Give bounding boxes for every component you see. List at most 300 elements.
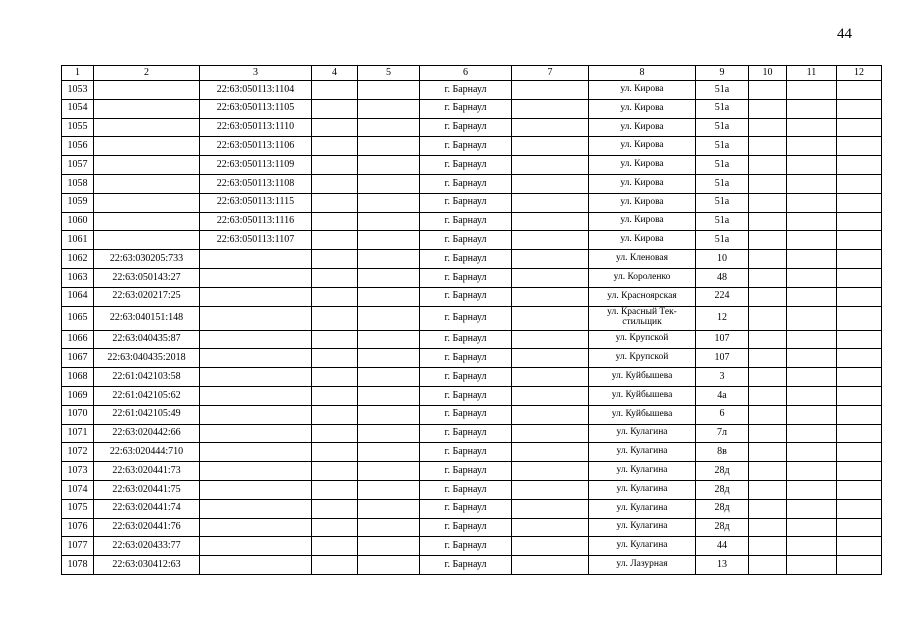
house-number: 12 xyxy=(696,306,749,330)
row-number: 1078 xyxy=(62,556,94,575)
cadastral-number-a: 22:63:020217:25 xyxy=(94,287,200,306)
table-row xyxy=(62,118,882,137)
cell-12 xyxy=(837,193,882,212)
street: ул. Крупской xyxy=(589,330,696,349)
house-number: 10 xyxy=(696,250,749,269)
cell-5 xyxy=(358,231,420,250)
cadastral-number-a: 22:63:040151:148 xyxy=(94,306,200,330)
cell-10 xyxy=(749,537,787,556)
street: ул. Кирова xyxy=(589,99,696,118)
row-number: 1053 xyxy=(62,81,94,100)
cadastral-number-a xyxy=(94,174,200,193)
cadastral-number-b xyxy=(200,349,312,368)
cadastral-number-b: 22:63:050113:1109 xyxy=(200,156,312,175)
column-header-12: 12 xyxy=(837,66,882,81)
cell-5 xyxy=(358,349,420,368)
cell-12 xyxy=(837,174,882,193)
locality: г. Барнаул xyxy=(420,405,512,424)
row-number: 1060 xyxy=(62,212,94,231)
cell-11 xyxy=(787,368,837,387)
cell-12 xyxy=(837,537,882,556)
cell-10 xyxy=(749,330,787,349)
cell-10 xyxy=(749,99,787,118)
cadastral-number-b xyxy=(200,480,312,499)
house-number: 4а xyxy=(696,386,749,405)
cell-4 xyxy=(312,156,358,175)
cell-11 xyxy=(787,556,837,575)
cell-7 xyxy=(512,212,589,231)
street: ул. Кулагина xyxy=(589,499,696,518)
cell-7 xyxy=(512,231,589,250)
cell-4 xyxy=(312,368,358,387)
cadastral-number-b xyxy=(200,556,312,575)
street: ул. Кулагина xyxy=(589,518,696,537)
cell-12 xyxy=(837,330,882,349)
house-number: 28д xyxy=(696,462,749,481)
table-row xyxy=(62,368,882,387)
page-number: 44 xyxy=(837,26,852,42)
cell-11 xyxy=(787,386,837,405)
cadastral-number-a: 22:63:040435:2018 xyxy=(94,349,200,368)
cadastral-number-b xyxy=(200,499,312,518)
row-number: 1061 xyxy=(62,231,94,250)
cell-11 xyxy=(787,212,837,231)
cell-10 xyxy=(749,386,787,405)
cadastral-number-b xyxy=(200,443,312,462)
cadastral-number-a xyxy=(94,137,200,156)
cadastral-number-b xyxy=(200,330,312,349)
cadastral-number-b xyxy=(200,405,312,424)
cell-4 xyxy=(312,349,358,368)
street: ул. Кирова xyxy=(589,156,696,175)
cell-10 xyxy=(749,518,787,537)
cadastral-number-b xyxy=(200,424,312,443)
cadastral-number-a: 22:61:042103:58 xyxy=(94,368,200,387)
cell-7 xyxy=(512,518,589,537)
cell-7 xyxy=(512,156,589,175)
locality: г. Барнаул xyxy=(420,231,512,250)
cell-5 xyxy=(358,424,420,443)
house-number: 51а xyxy=(696,231,749,250)
locality: г. Барнаул xyxy=(420,287,512,306)
cell-4 xyxy=(312,250,358,269)
cell-12 xyxy=(837,556,882,575)
locality: г. Барнаул xyxy=(420,499,512,518)
cell-10 xyxy=(749,349,787,368)
cell-4 xyxy=(312,405,358,424)
table-row xyxy=(62,81,882,100)
table-row xyxy=(62,193,882,212)
cell-11 xyxy=(787,287,837,306)
cell-12 xyxy=(837,424,882,443)
cell-7 xyxy=(512,268,589,287)
locality: г. Барнаул xyxy=(420,518,512,537)
locality: г. Барнаул xyxy=(420,443,512,462)
cell-5 xyxy=(358,368,420,387)
cell-10 xyxy=(749,287,787,306)
table-row xyxy=(62,537,882,556)
cell-12 xyxy=(837,81,882,100)
cadastral-number-b xyxy=(200,462,312,481)
cadastral-number-b: 22:63:050113:1105 xyxy=(200,99,312,118)
cell-7 xyxy=(512,81,589,100)
table-row xyxy=(62,137,882,156)
row-number: 1058 xyxy=(62,174,94,193)
cell-7 xyxy=(512,174,589,193)
cell-5 xyxy=(358,462,420,481)
locality: г. Барнаул xyxy=(420,480,512,499)
cadastral-number-b xyxy=(200,250,312,269)
cadastral-number-a: 22:63:030412:63 xyxy=(94,556,200,575)
cell-4 xyxy=(312,174,358,193)
row-number: 1075 xyxy=(62,499,94,518)
house-number: 7л xyxy=(696,424,749,443)
cadastral-number-a: 22:61:042105:49 xyxy=(94,405,200,424)
cell-4 xyxy=(312,499,358,518)
cell-11 xyxy=(787,349,837,368)
cell-7 xyxy=(512,424,589,443)
locality: г. Барнаул xyxy=(420,537,512,556)
cell-4 xyxy=(312,462,358,481)
street: ул. Кирова xyxy=(589,174,696,193)
column-header-10: 10 xyxy=(749,66,787,81)
cadastral-number-b xyxy=(200,287,312,306)
locality: г. Барнаул xyxy=(420,81,512,100)
locality: г. Барнаул xyxy=(420,368,512,387)
house-number: 13 xyxy=(696,556,749,575)
cell-10 xyxy=(749,81,787,100)
locality: г. Барнаул xyxy=(420,330,512,349)
cell-4 xyxy=(312,268,358,287)
cell-4 xyxy=(312,480,358,499)
cell-12 xyxy=(837,156,882,175)
cell-7 xyxy=(512,349,589,368)
street: ул. Лазурная xyxy=(589,556,696,575)
street: ул. Красноярская xyxy=(589,287,696,306)
cell-10 xyxy=(749,556,787,575)
column-header-1: 1 xyxy=(62,66,94,81)
locality: г. Барнаул xyxy=(420,462,512,481)
cell-7 xyxy=(512,306,589,330)
cell-10 xyxy=(749,118,787,137)
cadastral-number-a: 22:63:020441:74 xyxy=(94,499,200,518)
cell-4 xyxy=(312,424,358,443)
cell-10 xyxy=(749,156,787,175)
cell-11 xyxy=(787,330,837,349)
street: ул. Кулагина xyxy=(589,462,696,481)
table-row xyxy=(62,306,882,330)
column-header-5: 5 xyxy=(358,66,420,81)
locality: г. Барнаул xyxy=(420,268,512,287)
row-number: 1070 xyxy=(62,405,94,424)
cell-5 xyxy=(358,443,420,462)
cell-10 xyxy=(749,174,787,193)
table-row xyxy=(62,212,882,231)
cell-12 xyxy=(837,386,882,405)
locality: г. Барнаул xyxy=(420,174,512,193)
cell-11 xyxy=(787,443,837,462)
table-row xyxy=(62,499,882,518)
cell-7 xyxy=(512,405,589,424)
column-header-8: 8 xyxy=(589,66,696,81)
table-row xyxy=(62,99,882,118)
house-number: 51а xyxy=(696,193,749,212)
table-row xyxy=(62,231,882,250)
cell-4 xyxy=(312,518,358,537)
table-row xyxy=(62,443,882,462)
table-row xyxy=(62,156,882,175)
cell-12 xyxy=(837,118,882,137)
street: ул. Кирова xyxy=(589,212,696,231)
row-number: 1055 xyxy=(62,118,94,137)
house-number: 224 xyxy=(696,287,749,306)
cell-12 xyxy=(837,268,882,287)
cadastral-number-b: 22:63:050113:1115 xyxy=(200,193,312,212)
cadastral-number-a: 22:61:042105:62 xyxy=(94,386,200,405)
cell-4 xyxy=(312,81,358,100)
cell-5 xyxy=(358,480,420,499)
street: ул. Кирова xyxy=(589,137,696,156)
row-number: 1076 xyxy=(62,518,94,537)
cadastral-number-a: 22:63:050143:27 xyxy=(94,268,200,287)
cadastral-number-a xyxy=(94,118,200,137)
locality: г. Барнаул xyxy=(420,386,512,405)
cell-10 xyxy=(749,306,787,330)
street: ул. Кулагина xyxy=(589,537,696,556)
table-row xyxy=(62,518,882,537)
cell-4 xyxy=(312,137,358,156)
column-header-2: 2 xyxy=(94,66,200,81)
street: ул. Короленко xyxy=(589,268,696,287)
cadastral-number-a: 22:63:020442:66 xyxy=(94,424,200,443)
cell-10 xyxy=(749,231,787,250)
cell-12 xyxy=(837,306,882,330)
cadastral-number-a: 22:63:020441:73 xyxy=(94,462,200,481)
cell-7 xyxy=(512,537,589,556)
cell-5 xyxy=(358,268,420,287)
row-number: 1066 xyxy=(62,330,94,349)
cell-4 xyxy=(312,443,358,462)
cell-7 xyxy=(512,499,589,518)
cell-10 xyxy=(749,250,787,269)
locality: г. Барнаул xyxy=(420,306,512,330)
cell-5 xyxy=(358,99,420,118)
cadastral-number-b: 22:63:050113:1106 xyxy=(200,137,312,156)
house-number: 107 xyxy=(696,330,749,349)
cell-12 xyxy=(837,212,882,231)
row-number: 1068 xyxy=(62,368,94,387)
locality: г. Барнаул xyxy=(420,556,512,575)
house-number: 44 xyxy=(696,537,749,556)
street: ул. Кулагина xyxy=(589,480,696,499)
cell-7 xyxy=(512,556,589,575)
house-number: 28д xyxy=(696,499,749,518)
column-header-11: 11 xyxy=(787,66,837,81)
table-row xyxy=(62,250,882,269)
cell-4 xyxy=(312,212,358,231)
cadastral-number-b: 22:63:050113:1104 xyxy=(200,81,312,100)
cell-5 xyxy=(358,250,420,269)
street: ул. Куйбышева xyxy=(589,368,696,387)
cell-5 xyxy=(358,212,420,231)
house-number: 51а xyxy=(696,99,749,118)
table-row xyxy=(62,462,882,481)
street: ул. Кулагина xyxy=(589,424,696,443)
cell-12 xyxy=(837,368,882,387)
cell-12 xyxy=(837,518,882,537)
cell-11 xyxy=(787,518,837,537)
cadastral-number-a: 22:63:020444:710 xyxy=(94,443,200,462)
cell-5 xyxy=(358,81,420,100)
cell-12 xyxy=(837,349,882,368)
locality: г. Барнаул xyxy=(420,99,512,118)
house-number: 51а xyxy=(696,174,749,193)
cell-10 xyxy=(749,499,787,518)
cell-4 xyxy=(312,193,358,212)
column-header-7: 7 xyxy=(512,66,589,81)
house-number: 8в xyxy=(696,443,749,462)
cell-7 xyxy=(512,118,589,137)
row-number: 1059 xyxy=(62,193,94,212)
cell-12 xyxy=(837,499,882,518)
locality: г. Барнаул xyxy=(420,137,512,156)
cell-11 xyxy=(787,193,837,212)
cell-5 xyxy=(358,386,420,405)
house-number: 51а xyxy=(696,81,749,100)
cell-4 xyxy=(312,306,358,330)
cell-10 xyxy=(749,443,787,462)
cell-11 xyxy=(787,137,837,156)
cell-7 xyxy=(512,462,589,481)
cadastral-number-a: 22:63:020441:76 xyxy=(94,518,200,537)
cell-11 xyxy=(787,99,837,118)
cadastral-number-b xyxy=(200,268,312,287)
street: ул. Куйбышева xyxy=(589,386,696,405)
cell-12 xyxy=(837,405,882,424)
cell-10 xyxy=(749,368,787,387)
row-number: 1063 xyxy=(62,268,94,287)
cell-7 xyxy=(512,443,589,462)
street: ул. Кулагина xyxy=(589,443,696,462)
cell-5 xyxy=(358,137,420,156)
house-number: 107 xyxy=(696,349,749,368)
house-number: 6 xyxy=(696,405,749,424)
row-number: 1067 xyxy=(62,349,94,368)
header-row xyxy=(62,66,882,81)
cell-12 xyxy=(837,480,882,499)
cadastral-number-a: 22:63:030205:733 xyxy=(94,250,200,269)
cell-12 xyxy=(837,462,882,481)
cell-4 xyxy=(312,330,358,349)
table-row xyxy=(62,174,882,193)
cell-7 xyxy=(512,137,589,156)
cadastral-number-b: 22:63:050113:1116 xyxy=(200,212,312,231)
row-number: 1073 xyxy=(62,462,94,481)
street: ул. Кирова xyxy=(589,81,696,100)
cell-12 xyxy=(837,231,882,250)
cell-5 xyxy=(358,518,420,537)
cadastral-number-a xyxy=(94,81,200,100)
cell-10 xyxy=(749,462,787,481)
cell-11 xyxy=(787,118,837,137)
cell-12 xyxy=(837,99,882,118)
cell-5 xyxy=(358,405,420,424)
cell-10 xyxy=(749,193,787,212)
locality: г. Барнаул xyxy=(420,118,512,137)
house-number: 3 xyxy=(696,368,749,387)
cell-4 xyxy=(312,386,358,405)
cell-5 xyxy=(358,556,420,575)
table-row xyxy=(62,424,882,443)
row-number: 1071 xyxy=(62,424,94,443)
cell-12 xyxy=(837,250,882,269)
cell-11 xyxy=(787,81,837,100)
register-table xyxy=(61,65,882,575)
cadastral-number-b xyxy=(200,386,312,405)
cell-4 xyxy=(312,287,358,306)
locality: г. Барнаул xyxy=(420,349,512,368)
table-row xyxy=(62,287,882,306)
table-row xyxy=(62,480,882,499)
cell-5 xyxy=(358,330,420,349)
house-number: 51а xyxy=(696,137,749,156)
cell-10 xyxy=(749,212,787,231)
cell-7 xyxy=(512,250,589,269)
cell-4 xyxy=(312,537,358,556)
cell-12 xyxy=(837,443,882,462)
row-number: 1077 xyxy=(62,537,94,556)
cell-11 xyxy=(787,405,837,424)
cell-11 xyxy=(787,231,837,250)
cadastral-number-a: 22:63:040435:87 xyxy=(94,330,200,349)
cell-11 xyxy=(787,499,837,518)
cell-10 xyxy=(749,405,787,424)
cadastral-number-a xyxy=(94,212,200,231)
table-row xyxy=(62,349,882,368)
cadastral-number-b xyxy=(200,306,312,330)
row-number: 1056 xyxy=(62,137,94,156)
cell-11 xyxy=(787,480,837,499)
table-row xyxy=(62,330,882,349)
row-number: 1064 xyxy=(62,287,94,306)
row-number: 1054 xyxy=(62,99,94,118)
cell-7 xyxy=(512,330,589,349)
cadastral-number-b: 22:63:050113:1108 xyxy=(200,174,312,193)
street: ул. Кирова xyxy=(589,231,696,250)
cell-7 xyxy=(512,99,589,118)
house-number: 28д xyxy=(696,480,749,499)
locality: г. Барнаул xyxy=(420,424,512,443)
street: ул. Крупской xyxy=(589,349,696,368)
cell-5 xyxy=(358,193,420,212)
cell-10 xyxy=(749,137,787,156)
cell-11 xyxy=(787,537,837,556)
cell-12 xyxy=(837,137,882,156)
cell-7 xyxy=(512,386,589,405)
cell-11 xyxy=(787,268,837,287)
table-row xyxy=(62,268,882,287)
cadastral-number-b xyxy=(200,368,312,387)
cell-10 xyxy=(749,480,787,499)
table-row xyxy=(62,556,882,575)
cadastral-number-a: 22:63:020441:75 xyxy=(94,480,200,499)
cell-5 xyxy=(358,287,420,306)
house-number: 28д xyxy=(696,518,749,537)
cell-11 xyxy=(787,424,837,443)
cadastral-number-a xyxy=(94,231,200,250)
cell-5 xyxy=(358,537,420,556)
cadastral-number-b: 22:63:050113:1107 xyxy=(200,231,312,250)
